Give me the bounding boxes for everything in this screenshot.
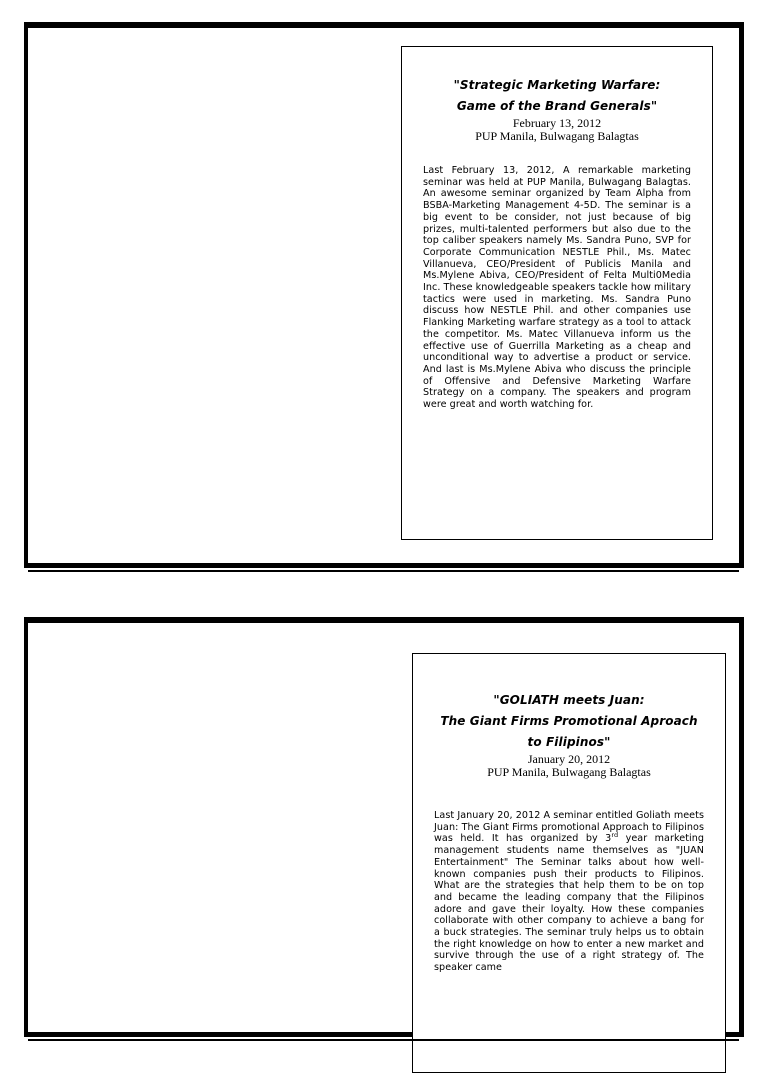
- article-title-line: The Giant Firms Promotional Aproach: [440, 714, 698, 728]
- article-venue: PUP Manila, Bulwagang Balagtas: [487, 765, 651, 779]
- article-date: February 13, 2012: [512, 116, 602, 130]
- article-body-part: Last January 20, 2012 A seminar entitled Goliath meets Juan: The Giant Firms promotional Approach to Filipinos was held. It has organized by 3: [434, 810, 704, 845]
- article-title-line: "GOLIATH meets Juan:: [493, 693, 645, 707]
- page-frame-top: [24, 22, 744, 568]
- article-date: January 20, 2012: [527, 752, 611, 766]
- article-box-strategic-marketing: [401, 46, 713, 540]
- article-box-goliath-meets-juan: [412, 653, 726, 1073]
- ordinal-suffix: rd: [611, 831, 619, 840]
- article-body: [434, 810, 704, 974]
- page-frame-bottom: [24, 617, 744, 1037]
- article-title-line: "Strategic Marketing Warfare:: [453, 78, 661, 92]
- article-venue: PUP Manila, Bulwagang Balagtas: [475, 129, 639, 143]
- article-title-line: to Filipinos": [527, 735, 611, 749]
- article-body-part: year marketing management students name themselves as "JUAN Entertainment" The Seminar talks about how well-known companies push their products to Filipinos. What are the strategies that help them to be on top and became the leading company that the Filipinos adore and gave their loyalty. How these companies collaborate with other company to achieve a bang for a buck strategies. The seminar truly helps us to obtain the right knowledge on how to enter a new market and survive through the use of a right strategy of. The speaker came: [434, 833, 704, 974]
- article-title-line: Game of the Brand Generals": [456, 99, 658, 113]
- article-body: Last February 13, 2012, A remarkable marketing seminar was held at PUP Manila, Bulwagang Balagtas. An awesome seminar organized by Team Alpha from BSBA-Marketing Management 4-5D. The seminar is a big event to be consider, not just because of big prizes, multi-talented performers but also due to the top caliber speakers namely Ms. Sandra Puno, SVP for Corporate Communication NESTLE Phil., Ms. Matec Villanueva, CEO/President of Publicis Manila and Ms.Mylene Abiva, CEO/President of Felta Multi0Media Inc. These knowledgeable speakers tackle how military tactics were used in marketing. Ms. Sandra Puno discuss how NESTLE Phil. and other companies use Flanking Marketing warfare strategy as a tool to attack the competitor. Ms. Matec Villanueva inform us the effective use of Guerrilla Marketing as a cheap and unconditional way to advertise a product or service. And last is Ms.Mylene Abiva who discuss the principle of Offensive and Defensive Marketing Warfare Strategy on a company. The speakers and program were great and worth watching for.: [423, 165, 691, 411]
